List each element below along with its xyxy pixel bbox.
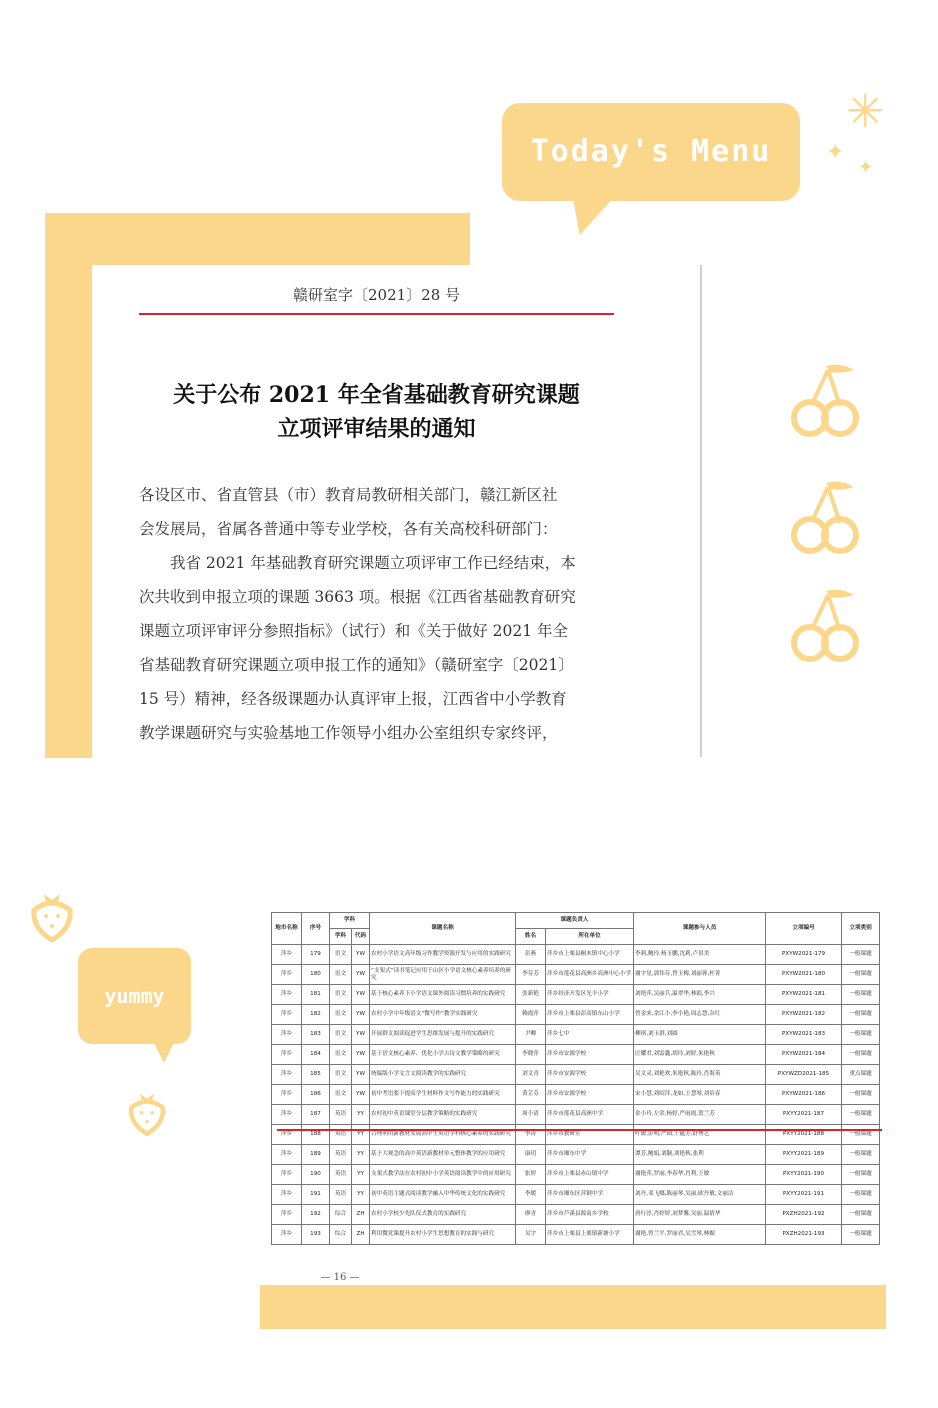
cell-topic: 初中考语要下提高学生材料作文写作能力的实践研究 xyxy=(370,1085,516,1105)
cell-topic: 开展群文阅读促进学生思维发展与提升的实践研究 xyxy=(370,1025,516,1045)
cell-project-no: PXYW2021-179 xyxy=(766,945,842,965)
header-members: 课题参与人员 xyxy=(634,913,766,945)
cell-city: 萍乡 xyxy=(272,1185,302,1205)
cell-project-no: PXYW2021-181 xyxy=(766,985,842,1005)
cell-name: 赖霞萍 xyxy=(516,1005,546,1025)
header-name: 姓名 xyxy=(516,929,546,945)
cell-subject: 英语 xyxy=(330,1185,352,1205)
cell-project-no: PXYY2021-188 xyxy=(766,1125,842,1145)
cell-city: 萍乡 xyxy=(272,985,302,1005)
cell-members: 谭芳,鲍娟,刘颖,刘艳秋,张利 xyxy=(634,1145,766,1165)
cell-topic: 支架式教学法在农村初中小学英语阅读教学中的应用研究 xyxy=(370,1165,516,1185)
cell-category: 一般课题 xyxy=(842,1085,880,1105)
cell-members: 李莉,鲍玲,杨玉鹏,沈莉,卢景美 xyxy=(634,945,766,965)
highlight-red-line xyxy=(277,1129,882,1131)
table-row xyxy=(272,1125,880,1145)
table-row xyxy=(272,965,880,985)
cell-code: YW xyxy=(352,985,370,1005)
cell-unit: 萍乡市安源学校 xyxy=(546,1045,634,1065)
strawberry-icon xyxy=(126,1088,168,1136)
cell-seq: 181 xyxy=(302,985,330,1005)
cell-subject: 语文 xyxy=(330,1085,352,1105)
body-line: 我省 2021 年基础教育研究课题立项评审工作已经结束，本 xyxy=(139,554,576,572)
cell-name: 李媛 xyxy=(516,1185,546,1205)
cell-subject: 英语 xyxy=(330,1125,352,1145)
cell-city: 萍乡 xyxy=(272,1005,302,1025)
cell-subject: 语文 xyxy=(330,965,352,985)
cell-topic: 农村初中英语课堂分层教学策略的实践研究 xyxy=(370,1105,516,1125)
cell-code: ZH xyxy=(352,1205,370,1225)
document-title-line1: 关于公布 2021 年全省基础教育研究课题 xyxy=(173,382,580,408)
cell-city: 萍乡 xyxy=(272,1205,302,1225)
cell-unit: 萍乡市上栗县彭高镇东山小学 xyxy=(546,1005,634,1025)
cherry-icon xyxy=(790,585,860,665)
table-row xyxy=(272,1145,880,1165)
cell-unit: 萍乡市安源学校 xyxy=(546,1065,634,1085)
cell-name: 康玥 xyxy=(516,1145,546,1165)
header-subject: 学科 xyxy=(330,929,352,945)
cell-seq: 186 xyxy=(302,1085,330,1105)
header-leader-group: 课题负责人 xyxy=(516,913,634,929)
cell-topic: 基于核心素养下小学语文课外阅读习惯培养的实践研究 xyxy=(370,985,516,1005)
cell-code: YW xyxy=(352,1005,370,1025)
cell-members: 谢艳萍,罗丽,李春华,肖利,王敏 xyxy=(634,1165,766,1185)
cell-seq: 183 xyxy=(302,1025,330,1045)
header-unit: 所在单位 xyxy=(546,929,634,945)
cell-category: 重点课题 xyxy=(842,1065,880,1085)
cell-project-no: PXYY2021-190 xyxy=(766,1165,842,1185)
cell-name: 吴宇 xyxy=(516,1225,546,1245)
table-row xyxy=(272,1225,880,1245)
yummy-bubble-text: yummy xyxy=(104,984,165,1008)
cell-code: ZH xyxy=(352,1225,370,1245)
cell-members: 金小玲,左金,杨婷,严雨霞,贺兰芳 xyxy=(634,1105,766,1125)
cell-unit: 萍乡市上栗县上栗镇新塘小学 xyxy=(546,1225,634,1245)
cell-members: 叶敏,彭明,严园,王蕴芳,舒博艺 xyxy=(634,1125,766,1145)
cell-subject: 综合 xyxy=(330,1205,352,1225)
cell-unit: 萍乡市上栗县桐木镇中心小学 xyxy=(546,945,634,965)
cell-seq: 190 xyxy=(302,1165,330,1185)
header-category: 立项类别 xyxy=(842,913,880,945)
table-row xyxy=(272,1025,880,1045)
cell-category: 一般课题 xyxy=(842,1165,880,1185)
table-row xyxy=(272,945,880,965)
cell-topic: 利用微党课提升农村小学生思想教育的实践与研究 xyxy=(370,1225,516,1245)
cell-city: 萍乡 xyxy=(272,1145,302,1165)
cell-seq: 192 xyxy=(302,1205,330,1225)
body-line: 次共收到申报立项的课题 3663 项。根据《江西省基础教育研究 xyxy=(139,588,576,606)
bottom-bar xyxy=(260,1285,886,1329)
cell-seq: 185 xyxy=(302,1065,330,1085)
cell-unit: 萍乡七中 xyxy=(546,1025,634,1045)
body-line: 各设区市、省直管县（市）教育局教研相关部门，赣江新区社 xyxy=(139,486,558,504)
cell-unit: 萍乡市安源学校 xyxy=(546,1085,634,1105)
cell-topic: “支架式”读书笔记应用于山区小学语文核心素养培养的研究 xyxy=(370,965,516,985)
cell-city: 萍乡 xyxy=(272,1025,302,1045)
cell-subject: 语文 xyxy=(330,1045,352,1065)
cell-unit: 萍乡市教研室 xyxy=(546,1125,634,1145)
cell-project-no: PXYW2021-182 xyxy=(766,1005,842,1025)
cell-seq: 182 xyxy=(302,1005,330,1025)
cell-seq: 191 xyxy=(302,1185,330,1205)
cell-city: 萍乡 xyxy=(272,945,302,965)
cherry-icon xyxy=(790,477,860,557)
cherry-icon xyxy=(790,360,860,440)
cell-seq: 180 xyxy=(302,965,330,985)
cell-project-no: PXYW2021-183 xyxy=(766,1025,842,1045)
table-row xyxy=(272,1185,880,1205)
project-table xyxy=(271,912,880,1245)
cell-category: 一般课题 xyxy=(842,1185,880,1205)
cell-unit: 萍乡经济开发区光丰小学 xyxy=(546,985,634,1005)
body-line: 15 号）精神，经各级课题办认真评审上报，江西省中小学教育 xyxy=(139,690,567,708)
cell-subject: 语文 xyxy=(330,1005,352,1025)
cell-subject: 英语 xyxy=(330,1145,352,1165)
cell-city: 萍乡 xyxy=(272,1065,302,1085)
cell-name: 李晓萍 xyxy=(516,1045,546,1065)
cell-name: 廖青 xyxy=(516,1205,546,1225)
cell-subject: 语文 xyxy=(330,1065,352,1085)
cell-unit: 萍乡市莲花县高洲中学 xyxy=(546,1105,634,1125)
menu-bubble-text: Today's Menu xyxy=(530,134,772,169)
cell-category: 一般课题 xyxy=(842,1225,880,1245)
cell-city: 萍乡 xyxy=(272,965,302,985)
cell-topic: 基于语文核心素养、优化小学古诗文教学策略的研究 xyxy=(370,1045,516,1065)
header-topic: 课题名称 xyxy=(370,913,516,945)
table-row xyxy=(272,1045,880,1065)
table-row xyxy=(272,1165,880,1185)
sparkle-tiny-icon: ✦ xyxy=(858,157,874,178)
frame-divider-line xyxy=(700,265,702,757)
document-number: 赣研室字〔2021〕28 号 xyxy=(292,286,461,304)
cell-city: 萍乡 xyxy=(272,1125,302,1145)
cell-seq: 188 xyxy=(302,1125,330,1145)
cell-topic: 初中英语主题式阅读教学融入中华传统文化的实践研究 xyxy=(370,1185,516,1205)
cell-category: 一般课题 xyxy=(842,1205,880,1225)
cell-seq: 184 xyxy=(302,1045,330,1065)
cell-project-no: PXYY2021-189 xyxy=(766,1145,842,1165)
cell-name: 周小清 xyxy=(516,1105,546,1125)
cell-code: YW xyxy=(352,1045,370,1065)
cell-seq: 179 xyxy=(302,945,330,965)
cell-name: 黄芷芬 xyxy=(516,1085,546,1105)
cell-category: 一般课题 xyxy=(842,1045,880,1065)
cell-subject: 语文 xyxy=(330,945,352,965)
menu-speech-bubble-tail xyxy=(558,195,617,235)
cell-unit: 萍乡市莲花县高洲乡高洲中心小学 xyxy=(546,965,634,985)
cell-name: 李芬芳 xyxy=(516,965,546,985)
cell-project-no: PXYY2021-191 xyxy=(766,1185,842,1205)
cell-seq: 187 xyxy=(302,1105,330,1125)
header-subject-group: 学科 xyxy=(330,913,370,929)
table-row xyxy=(272,1065,880,1085)
cell-code: YY xyxy=(352,1185,370,1205)
cell-seq: 193 xyxy=(302,1225,330,1245)
cell-category: 一般课题 xyxy=(842,1145,880,1165)
cell-topic: 农村小学语文高年级习作教学资源开发与应用的实践研究 xyxy=(370,945,516,965)
cell-unit: 萍乡市湘东区萍钢中学 xyxy=(546,1185,634,1205)
body-line: 课题立项评审评分参照指标》（试行）和《关于做好 2021 年全 xyxy=(139,622,569,640)
sparkle-icon: ✳ xyxy=(846,84,885,138)
cell-code: YW xyxy=(352,965,370,985)
cell-members: 曾金来,余江小,李小艳,周志慧,杂红 xyxy=(634,1005,766,1025)
cell-members: 匡耀君,刘雷鑫,胡玲,刘婷,朱艳秋 xyxy=(634,1045,766,1065)
cell-members: 谢宇星,郭伟芬,曾玉梅,刘丽蓉,杜菁 xyxy=(634,965,766,985)
cell-code: YY xyxy=(352,1105,370,1125)
cell-category: 一般课题 xyxy=(842,1025,880,1045)
cell-code: YY xyxy=(352,1125,370,1145)
body-line: 省基础教育研究课题立项申报工作的通知》（赣研室字〔2021〕 xyxy=(139,656,574,674)
cell-subject: 综合 xyxy=(330,1225,352,1245)
cell-code: YW xyxy=(352,1085,370,1105)
cell-members: 宋小慧,刘绍萍,龙如,王慧琴,刘培春 xyxy=(634,1085,766,1105)
document-body xyxy=(139,478,615,750)
cell-unit: 萍乡市上栗县赤山镇中学 xyxy=(546,1165,634,1185)
cell-seq: 189 xyxy=(302,1145,330,1165)
cell-subject: 语文 xyxy=(330,985,352,1005)
strawberry-icon xyxy=(28,888,76,942)
frame-top-bar xyxy=(45,213,470,265)
cell-name: 张婷 xyxy=(516,1165,546,1185)
cell-members: 刘丹,邓飞娜,陈丽琴,吴丽,欧丹敏,文丽洁 xyxy=(634,1185,766,1205)
cell-category: 一般课题 xyxy=(842,1005,880,1025)
red-separator-line xyxy=(139,313,614,315)
cell-project-no: PXYW2021-180 xyxy=(766,965,842,985)
cell-code: YW xyxy=(352,945,370,965)
table-row xyxy=(272,1205,880,1225)
cell-name: 尹卿 xyxy=(516,1025,546,1045)
cell-members: 柳琪,刘玉群,刘圆 xyxy=(634,1025,766,1045)
body-line: 教学课题研究与实验基地工作领导小组办公室组织专家终评， xyxy=(139,724,558,742)
cell-project-no: PXYWZD2021-185 xyxy=(766,1065,842,1085)
cell-code: YW xyxy=(352,1025,370,1045)
cell-topic: 农村小学中年级语文“微写作”教学实践研究 xyxy=(370,1005,516,1025)
project-table-body xyxy=(272,945,880,1245)
cell-category: 一般课题 xyxy=(842,985,880,1005)
header-city: 地市名称 xyxy=(272,913,302,945)
cell-category: 一般课题 xyxy=(842,1125,880,1145)
table-row xyxy=(272,985,880,1005)
header-seq: 序号 xyxy=(302,913,330,945)
cell-name: 张新艳 xyxy=(516,985,546,1005)
cell-subject: 语文 xyxy=(330,1025,352,1045)
cell-project-no: PXYW2021-184 xyxy=(766,1045,842,1065)
cell-category: 一般课题 xyxy=(842,965,880,985)
table-row xyxy=(272,1085,880,1105)
body-line: 会发展局，省属各普通中等专业学校，各有关高校科研部门： xyxy=(139,520,558,538)
table-row xyxy=(272,1105,880,1125)
cell-name: 李涛 xyxy=(516,1125,546,1145)
cell-name: 彭燕 xyxy=(516,945,546,965)
table-row xyxy=(272,1005,880,1025)
cell-unit: 萍乡市湘东中学 xyxy=(546,1145,634,1165)
cell-city: 萍乡 xyxy=(272,1045,302,1065)
cell-city: 萍乡 xyxy=(272,1225,302,1245)
cell-members: 刘艳萍,吴丽兵,温翠华,林娟,李兴 xyxy=(634,985,766,1005)
cell-code: YY xyxy=(352,1165,370,1185)
page-number: — 16 — xyxy=(320,1272,360,1283)
cell-category: 一般课题 xyxy=(842,1105,880,1125)
cell-city: 萍乡 xyxy=(272,1105,302,1125)
cell-code: YY xyxy=(352,1145,370,1165)
cell-unit: 萍乡市芦溪县源南乡学校 xyxy=(546,1205,634,1225)
cell-project-no: PXYW2021-186 xyxy=(766,1085,842,1105)
cell-city: 萍乡 xyxy=(272,1085,302,1105)
cell-members: 吴文灵,刘艳欢,朱艳秋,陈玲,肖海英 xyxy=(634,1065,766,1085)
cell-project-no: PXZH2021-192 xyxy=(766,1205,842,1225)
cell-name: 刘文青 xyxy=(516,1065,546,1085)
sparkle-small-icon: ✦ xyxy=(826,140,845,165)
cell-topic: 统编版小学文言文阅读教学的实践研究 xyxy=(370,1065,516,1085)
cell-topic: 农村小学校少先队仪式教育的实践研究 xyxy=(370,1205,516,1225)
cell-subject: 英语 xyxy=(330,1165,352,1185)
header-code: 代码 xyxy=(352,929,370,945)
document-title-line2: 立项评审结果的通知 xyxy=(277,416,476,442)
cell-members: 唐行淳,肖婷婷,刘梦馨,吴丽,温倩华 xyxy=(634,1205,766,1225)
cell-category: 一般课题 xyxy=(842,945,880,965)
header-project-no: 立项编号 xyxy=(766,913,842,945)
cell-topic: 合理利用新教材发展高中生英语学科核心素养的实践研究 xyxy=(370,1125,516,1145)
cell-subject: 英语 xyxy=(330,1105,352,1125)
cell-members: 谢艳,曾兰平,罗丽君,吴雪琴,林媚 xyxy=(634,1225,766,1245)
project-table-wrapper xyxy=(271,912,879,1245)
cell-city: 萍乡 xyxy=(272,1165,302,1185)
cell-project-no: PXYY2021-187 xyxy=(766,1105,842,1125)
cell-code: YW xyxy=(352,1065,370,1085)
frame-left-bar xyxy=(45,213,92,758)
cell-project-no: PXZH2021-193 xyxy=(766,1225,842,1245)
cell-topic: 基于大观念的高中英语新教材单元整体教学的应用研究 xyxy=(370,1145,516,1165)
